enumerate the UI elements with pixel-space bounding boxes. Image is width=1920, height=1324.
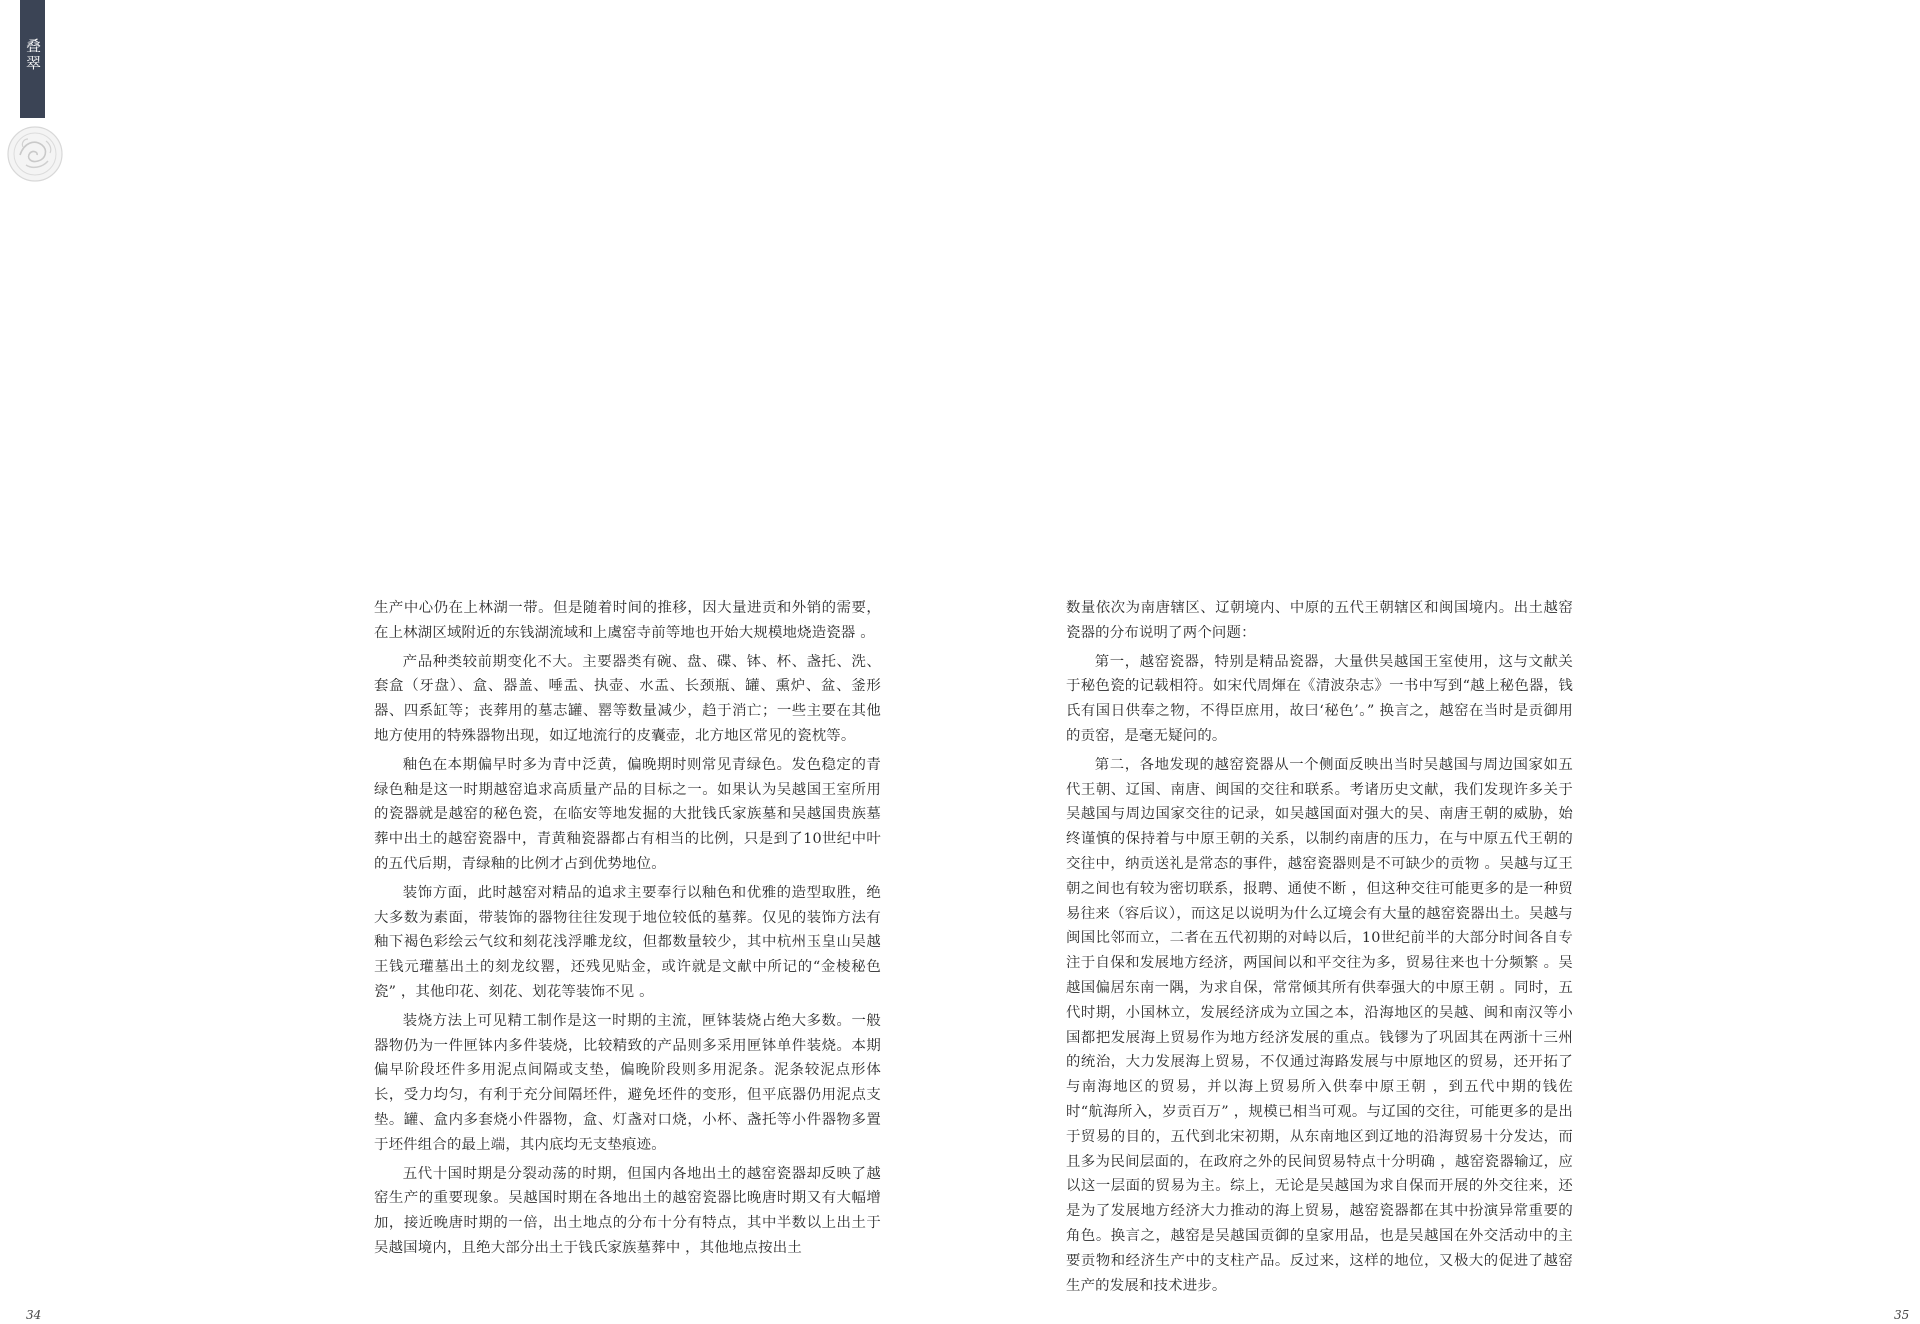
left-paragraph-5: 装烧方法上可见精工制作是这一时期的主流，匣钵装烧占绝大多数。一般器物仍为一件匣钵内多件装烧，比较精致的产品则多采用匣钵单件装烧。本期偏早阶段坯件多用泥点间隔或支垫，偏晚阶段则多用泥条。泥条较泥点形体长，受力均匀，有利于充分间隔坯件，避免坯件的变形，但平底器仍用泥点支垫。罐、盒内多套烧小件器物，盒、灯盏对口烧，小杯、盏托等小件器物多置于坯件组合的最上端，其内底均无支垫痕迹。 <box>374 1012 881 1153</box>
left-page-text <box>374 596 881 1265</box>
chapter-tab <box>20 0 45 118</box>
right-paragraph-3: 第二，各地发现的越窑瓷器从一个侧面反映出当时吴越国与周边国家如五代王朝、辽国、南唐、闽国的交往和联系。考诸历史文献，我们发现许多关于吴越国与周边国家交往的记录，如吴越国面对强大的吴、南唐王朝的威胁，始终谨慎的保持着与中原王朝的关系，以制约南唐的压力，在与中原五代王朝的交往中，纳贡送礼是常态的事件，越窑瓷器则是不可缺少的贡物 。吴越与辽王朝之间也有较为密切联系，报聘、通使不断 ，但这种交往可能更多的是一种贸易往来（容后议），而这足以说明为什么辽境会有大量的越窑瓷器出土。吴越与闽国比邻而立，二者在五代初期的对峙以后，10世纪前半的大部分时间各自专注于自保和发展地方经济，两国间以和平交往为多，贸易往来也十分频繁 。吴越国偏居东南一隅，为求自保，常常倾其所有供奉强大的中原王朝 。同时，五代时期，小国林立，发展经济成为立国之本，沿海地区的吴越、闽和南汉等小国都把发展海上贸易作为地方经济发展的重点。钱镠为了巩固其在两浙十三州的统治，大力发展海上贸易，不仅通过海路发展与中原地区的贸易，还开拓了与南海地区的贸易，并以海上贸易所入供奉中原王朝 ，到五代中期的钱佐时“航海所入，岁贡百万” ，规模已相当可观。与辽国的交往，可能更多的是出于贸易的目的，五代到北宋初期，从东南地区到辽地的沿海贸易十分发达，而且多为民间层面的，在政府之外的民间贸易特点十分明确 ，越窑瓷器输辽，应以这一层面的贸易为主。综上，无论是吴越国为求自保而开展的外交往来，还是为了发展地方经济大力推动的海上贸易，越窑瓷器都在其中扮演异常重要的角色。换言之，越窑是吴越国贡御的皇家用品，也是吴越国在外交活动中的主要贡物和经济生产中的支柱产品。反过来，这样的地位，又极大的促进了越窑生产的发展和技术进步。 <box>1066 756 1573 1294</box>
left-paragraph-3: 釉色在本期偏早时多为青中泛黄，偏晚期时则常见青绿色。发色稳定的青绿色釉是这一时期越窑追求高质量产品的目标之一。如果认为吴越国王室所用的瓷器就是越窑的秘色瓷，在临安等地发掘的大批钱氏家族墓和吴越国贵族墓葬中出土的越窑瓷器中，青黄釉瓷器都占有相当的比例，只是到了10世纪中叶的五代后期，青绿釉的比例才占到优势地位。 <box>374 756 881 872</box>
left-paragraph-6: 五代十国时期是分裂动荡的时期，但国内各地出土的越窑瓷器却反映了越窑生产的重要现象。吴越国时期在各地出土的越窑瓷器比晚唐时期又有大幅增加，接近晚唐时期的一倍，出土地点的分布十分有特点，其中半数以上出土于吴越国境内，且绝大部分出土于钱氏家族墓葬中 ，其他地点按出土 <box>374 1165 881 1256</box>
chapter-tab-label: 叠翠 <box>24 38 42 72</box>
page-number-right: 35 <box>1894 1308 1910 1322</box>
right-paragraph-1: 数量依次为南唐辖区、辽朝境内、中原的五代王朝辖区和闽国境内。出土越窑瓷器的分布说明了两个问题： <box>1066 600 1573 641</box>
right-page-text <box>1066 596 1573 1302</box>
ornament-seal-icon <box>6 125 64 183</box>
left-paragraph-1: 生产中心仍在上林湖一带。但是随着时间的推移，因大量进贡和外销的需要，在上林湖区域附近的东钱湖流域和上虞窑寺前等地也开始大规模地烧造瓷器 。 <box>374 600 881 641</box>
page-number-left: 34 <box>26 1308 42 1322</box>
right-paragraph-2: 第一，越窑瓷器，特别是精品瓷器，大量供吴越国王室使用，这与文献关于秘色瓷的记载相符。如宋代周煇在《清波杂志》一书中写到“越上秘色器，钱氏有国日供奉之物，不得臣庶用，故曰‘秘色’。” 换言之，越窑在当时是贡御用的贡窑，是毫无疑问的。 <box>1066 653 1573 744</box>
left-paragraph-2: 产品种类较前期变化不大。主要器类有碗、盘、碟、钵、杯、盏托、洗、套盒（牙盘）、盒、器盖、唾盂、执壶、水盂、长颈瓶、罐、熏炉、盆、釜形器、四系缸等；丧葬用的墓志罐、罂等数量减少，趋于消亡；一些主要在其他地方使用的特殊器物出现，如辽地流行的皮囊壶，北方地区常见的瓷枕等。 <box>374 653 881 744</box>
left-paragraph-4: 装饰方面，此时越窑对精品的追求主要奉行以釉色和优雅的造型取胜，绝大多数为素面，带装饰的器物往往发现于地位较低的墓葬。仅见的装饰方法有釉下褐色彩绘云气纹和刻花浅浮雕龙纹，但都数量较少，其中杭州玉皇山吴越王钱元瓘墓出土的刻龙纹罂，还残见贴金，或许就是文献中所记的“金棱秘色瓷” ，其他印花、刻花、划花等装饰不见 。 <box>374 884 881 1000</box>
